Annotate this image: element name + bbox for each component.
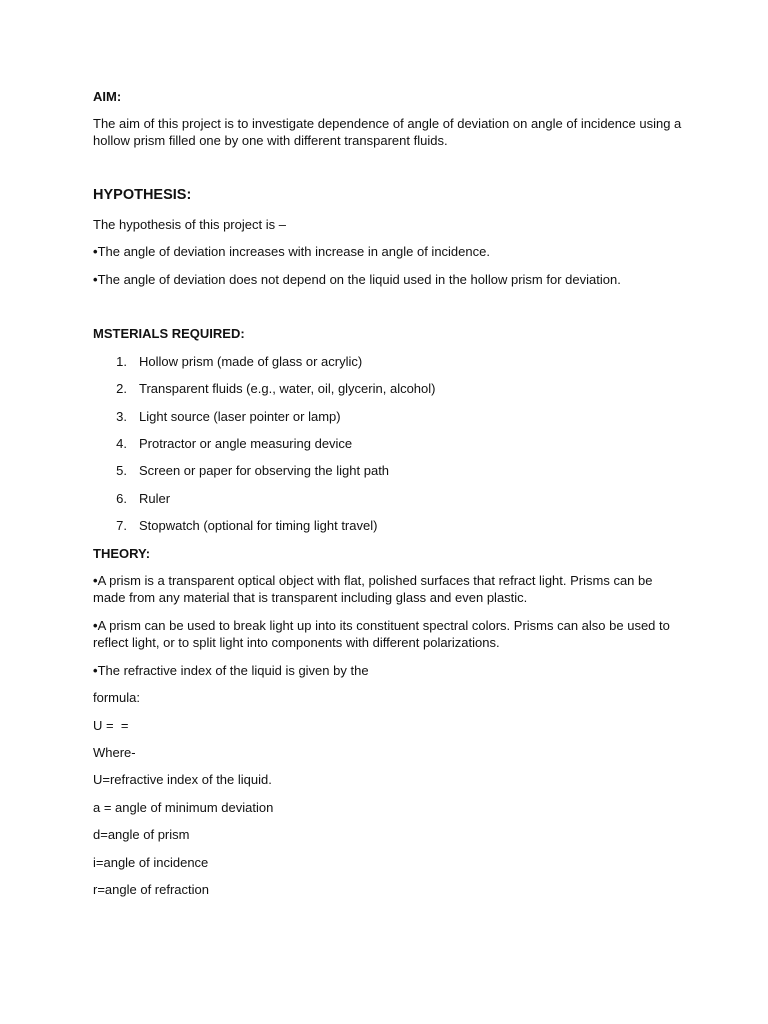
theory-bullet [93,617,683,651]
list-item: Transparent fluids (e.g., water, oil, glycerin, alcohol) [139,381,436,396]
hypothesis-bullet-text: The angle of deviation does not depend on the liquid used in the hollow prism for deviation. [97,272,621,287]
list-item: Stopwatch (optional for timing light travel) [139,518,378,533]
theory-heading: THEORY: [93,546,151,561]
list-number: 4. [116,436,127,451]
theory-bullet [93,572,683,606]
aim-heading: AIM: [93,89,122,104]
list-number: 1. [116,354,127,369]
list-number: 3. [116,409,127,424]
definition-line: d=angle of prism [93,827,190,842]
hypothesis-intro: The hypothesis of this project is – [93,217,286,232]
materials-heading: MSTERIALS REQUIRED: [93,326,245,341]
formula: U = = [93,718,129,733]
list-number: 5. [116,463,127,478]
list-item: Protractor or angle measuring device [139,436,353,451]
definition-line: U=refractive index of the liquid. [93,772,272,787]
list-item: Hollow prism (made of glass or acrylic) [139,354,363,369]
definition-line: a = angle of minimum deviation [93,800,274,815]
theory-bullet-text: A prism can be used to break light up into its constituent spectral colors. Prisms can also be used to reflect light, or to split light into components with different polarizations. [93,618,670,650]
definition-line: r=angle of refraction [93,882,209,897]
hypothesis-heading: HYPOTHESIS: [93,187,192,203]
hypothesis-bullet [93,243,490,260]
formula-label: formula: [93,690,140,705]
list-number: 7. [116,518,127,533]
list-number: 6. [116,491,127,506]
hypothesis-bullet-text: The angle of deviation increases with increase in angle of incidence. [97,244,490,259]
theory-bullet [93,662,369,679]
list-item: Screen or paper for observing the light path [139,463,390,478]
theory-bullet-text: The refractive index of the liquid is given by the [97,663,369,678]
aim-text: The aim of this project is to investigate dependence of angle of deviation on angle of incidence using a hollow prism filled one by one with different transparent fluids. [93,116,682,148]
definition-line: i=angle of incidence [93,855,209,870]
where-label: Where- [93,745,136,760]
list-number: 2. [116,381,127,396]
hypothesis-bullet [93,271,621,288]
list-item: Light source (laser pointer or lamp) [139,409,341,424]
list-item: Ruler [139,491,171,506]
theory-bullet-text: A prism is a transparent optical object with flat, polished surfaces that refract light. Prisms can be made from any material that is transparent including glass and even plastic. [93,573,653,605]
